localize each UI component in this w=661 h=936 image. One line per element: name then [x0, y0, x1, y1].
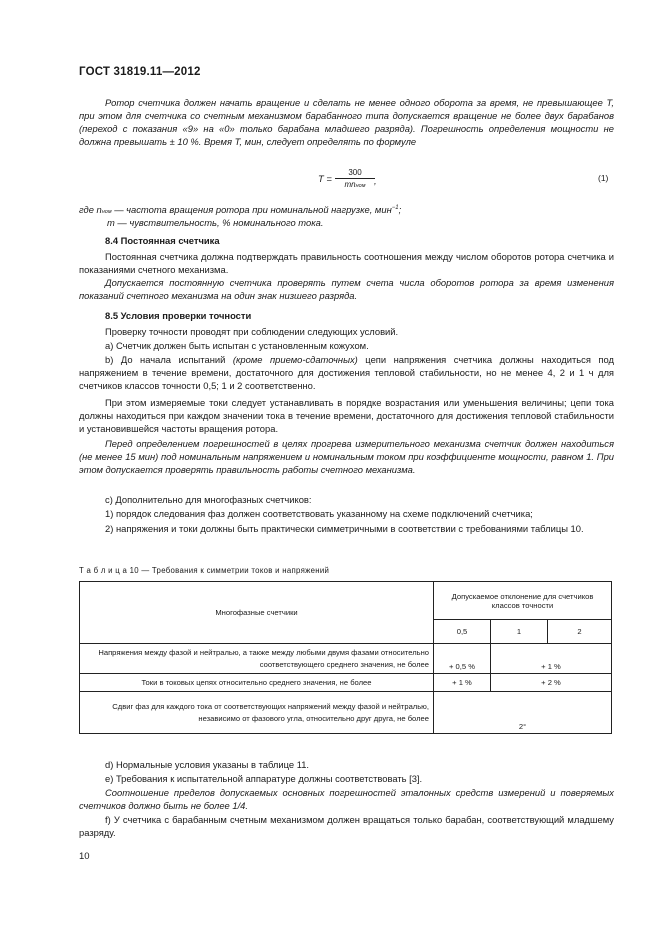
- paragraph-8-5-c: c) Дополнительно для многофазных счетчиков:: [105, 494, 312, 505]
- table-caption: Т а б л и ц а 10 — Требования к симметрии токов и напряжений: [79, 566, 330, 575]
- table-row-voltage-1-2: + 1 %: [491, 644, 612, 674]
- paragraph-8-5-b: b) До начала испытаний (кроме приемо-сдаточных) цепи напряжения счетчика должны находиться под напряжением в течение времени, достаточного для достижения тепловой стабильности, но не менее 4, 2 и 1 ч для счетчиков классов точности 0,5; 1 и 2 соответственно.: [79, 354, 614, 392]
- table-row-current-label: Токи в токовых цепях относительно среднего значения, не более: [80, 674, 434, 692]
- section-8-4-title: 8.4 Постоянная счетчика: [105, 235, 220, 246]
- section-8-5-title: 8.5 Условия проверки точности: [105, 310, 252, 321]
- table-header-class-1: 1: [491, 620, 548, 644]
- paragraph-8-5-warmup: Перед определением погрешностей в целях прогрева измерительного механизма счетчик должен находиться (не менее 15 мин) под номинальным напряжением и номинальным током при коэффициенте мощности, равном 1. При этом допускается проверять правильность работы счетного механизма.: [79, 438, 614, 476]
- table-header-deviation: Допускаемое отклонение для счетчиков классов точности: [434, 582, 612, 620]
- formula-denominator: mnном: [344, 180, 366, 189]
- formula-numerator: 300: [335, 168, 375, 179]
- paragraph-8-5-a: a) Счетчик должен быть испытан с установленным кожухом.: [105, 340, 369, 351]
- table-row-voltage-label: Напряжения между фазой и нейтралью, а также между любыми двумя фазами относительно соответствующего среднего значения, не более: [80, 644, 434, 674]
- paragraph-f: f) У счетчика с барабанным счетным механизмом должен вращаться только барабан, соответствующий младшему разряду.: [79, 814, 614, 839]
- document-header: ГОСТ 31819.11—2012: [79, 66, 201, 78]
- paragraph-8-4-a: Постоянная счетчика должна подтверждать правильность соотношения между числом оборотов ротора счетчика и показаниями счетного механизма.: [79, 251, 614, 276]
- paragraph-8-5-intro: Проверку точности проводят при соблюдении следующих условий.: [105, 326, 399, 337]
- table-row-voltage-0-5: + 0,5 %: [434, 644, 491, 674]
- where-n-nom: где nном — частота вращения ротора при номинальной нагрузке, мин$^{-1}$;: [79, 204, 402, 216]
- equation-number: (1): [598, 173, 609, 183]
- where-m: m — чувствительность, % номинального тока.: [107, 217, 324, 228]
- table-10: [79, 581, 612, 734]
- table-row-current-0-5: + 1 %: [434, 674, 491, 692]
- paragraph-8-5-c2: 2) напряжения и токи должны быть практически симметричными в соответствии с требованиями таблицы 10.: [105, 523, 584, 534]
- formula-fraction: [335, 168, 375, 189]
- paragraph-8-5-c1: 1) порядок следования фаз должен соответствовать указанному на схеме подключений счетчика;: [105, 508, 533, 519]
- table-header-meters: Многофазные счетчики: [80, 582, 434, 644]
- paragraph-rotor-start: Ротор счетчика должен начать вращение и сделать не менее одного оборота за время, не превышающее T, при этом для счетчика со счетным механизмом барабанного типа допускается вращение не более двух барабанов (переход с показания «9» на «0» только барабана младшего разряда). Погрешность определения мощности не должна превышать ± 10 %. Время T, мин, следует определять по формуле: [79, 97, 614, 148]
- paragraph-accuracy-ratio: Соотношение пределов допускаемых основных погрешностей эталонных средств измерений и поверяемых счетчиков должно быть не более 1/4.: [79, 787, 614, 812]
- paragraph-8-5-currents: При этом измеряемые токи следует устанавливать в порядке возрастания или уменьшения величины; цепи тока должны находиться при каждом значении тока в течение времени, достаточного для достижения тепловой стабильности и установившейся частоты вращения ротора.: [79, 397, 614, 435]
- table-row-phase-all: 2°: [434, 692, 612, 734]
- paragraph-8-4-b: Допускается постоянную счетчика проверять путем счета числа оборотов ротора за время изменения показаний счетного механизма на один знак низшего разряда.: [79, 277, 614, 302]
- formula-comma: ,: [374, 175, 377, 186]
- paragraph-e: e) Требования к испытательной аппаратуре должны соответствовать [3].: [105, 773, 423, 784]
- table-header-class-0-5: 0,5: [434, 620, 491, 644]
- formula-lhs: T =: [318, 173, 332, 184]
- paragraph-d: d) Нормальные условия указаны в таблице 11.: [105, 759, 310, 770]
- table-row-phase-label: Сдвиг фаз для каждого тока от соответствующих напряжений между фазой и нейтралью, независимо от фазового угла, относительно друг друга, не более: [80, 692, 434, 734]
- table-row-current-1-2: + 2 %: [491, 674, 612, 692]
- page-number: 10: [79, 851, 90, 862]
- table-header-class-2: 2: [548, 620, 612, 644]
